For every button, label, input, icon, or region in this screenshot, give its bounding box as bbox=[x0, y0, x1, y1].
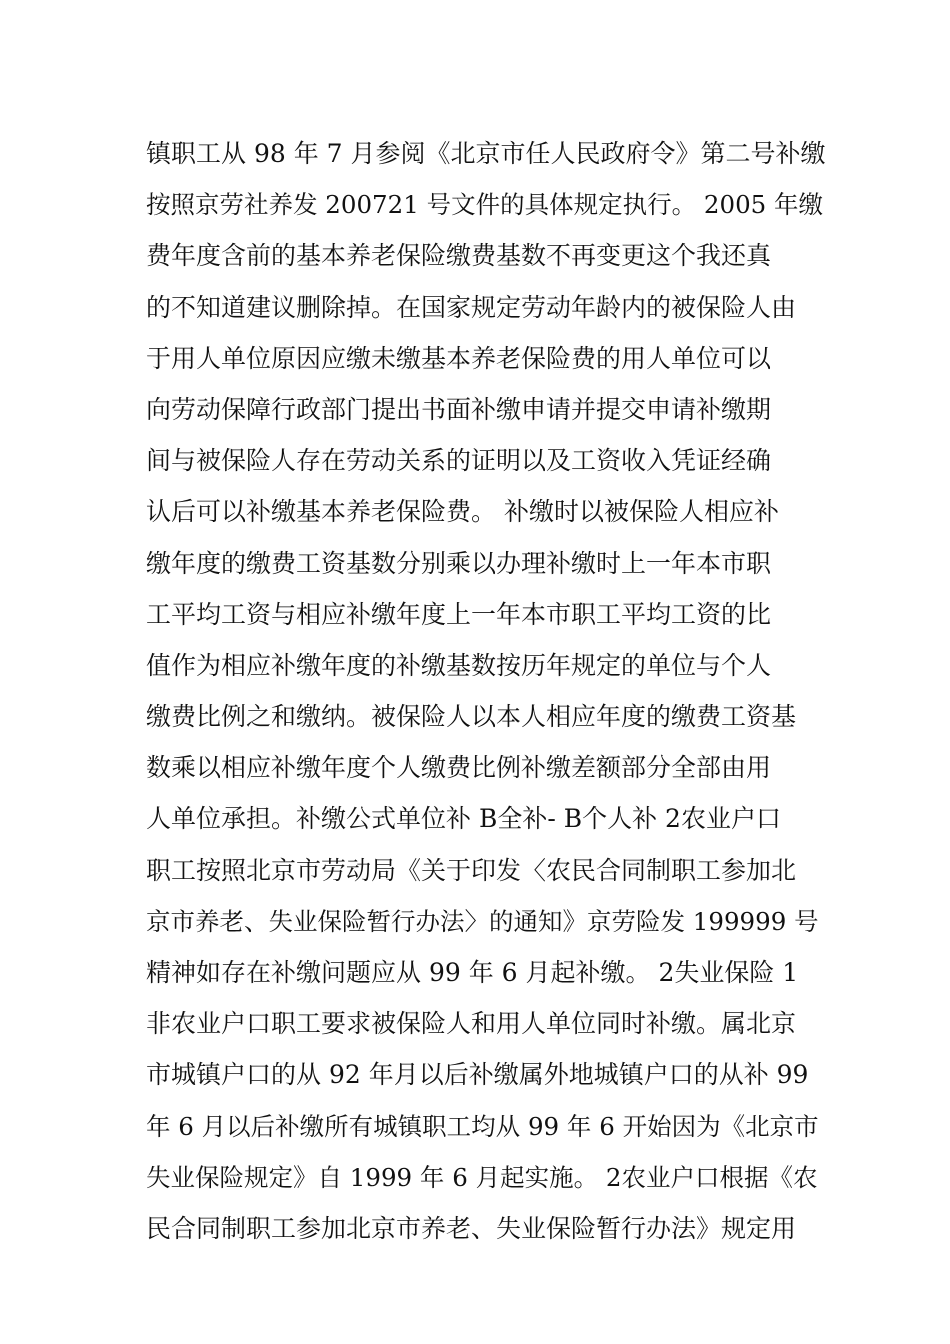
text-line: 精神如存在补缴问题应从 99 年 6 月起补缴。 2失业保险 1 bbox=[146, 958, 799, 987]
body-text bbox=[146, 128, 826, 1254]
text-line: 缴年度的缴费工资基数分别乘以办理补缴时上一年本市职 bbox=[146, 548, 772, 578]
text-line: 工平均工资与相应补缴年度上一年本市职工平均工资的比 bbox=[146, 599, 772, 629]
text-line: 值作为相应补缴年度的补缴基数按历年规定的单位与个人 bbox=[146, 650, 772, 680]
text-line: 人单位承担。补缴公式单位补 B全补- B个人补 2农业户口 bbox=[146, 804, 781, 834]
text-line: 于用人单位原因应缴未缴基本养老保险费的用人单位可以 bbox=[146, 343, 772, 373]
text-line: 职工按照北京市劳动局《关于印发〈农民合同制职工参加北 bbox=[146, 855, 797, 885]
text-line: 民合同制职工参加北京市养老、失业保险暂行办法》规定用 bbox=[146, 1213, 797, 1243]
text-line: 非农业户口职工要求被保险人和用人单位同时补缴。属北京 bbox=[146, 1009, 797, 1039]
text-line: 年 6 月以后补缴所有城镇职工均从 99 年 6 开始因为《北京市 bbox=[146, 1111, 819, 1141]
text-line: 镇职工从 98 年 7 月参阅《北京市任人民政府令》第二号补缴 bbox=[146, 139, 826, 168]
text-line: 数乘以相应补缴年度个人缴费比例补缴差额部分全部由用 bbox=[146, 753, 772, 783]
text-line: 失业保险规定》自 1999 年 6 月起实施。 2农业户口根据《农 bbox=[146, 1162, 818, 1192]
text-line: 市城镇户口的从 92 年月以后补缴属外地城镇户口的从补 99 bbox=[146, 1060, 809, 1090]
text-line: 缴费比例之和缴纳。被保险人以本人相应年度的缴费工资基 bbox=[146, 702, 797, 732]
text-line: 按照京劳社养发 200721 号文件的具体规定执行。 2005 年缴 bbox=[146, 190, 824, 220]
text-line: 京市养老、失业保险暂行办法〉的通知》京劳险发 199999 号 bbox=[146, 906, 819, 936]
text-line: 认后可以补缴基本养老保险费。 补缴时以被保险人相应补 bbox=[146, 497, 779, 527]
text-line: 间与被保险人存在劳动关系的证明以及工资收入凭证经确 bbox=[146, 446, 772, 476]
text-line: 的不知道建议删除掉。在国家规定劳动年龄内的被保险人由 bbox=[146, 292, 797, 322]
text-line: 向劳动保障行政部门提出书面补缴申请并提交申请补缴期 bbox=[146, 394, 772, 424]
text-line: 费年度含前的基本养老保险缴费基数不再变更这个我还真 bbox=[146, 241, 772, 271]
